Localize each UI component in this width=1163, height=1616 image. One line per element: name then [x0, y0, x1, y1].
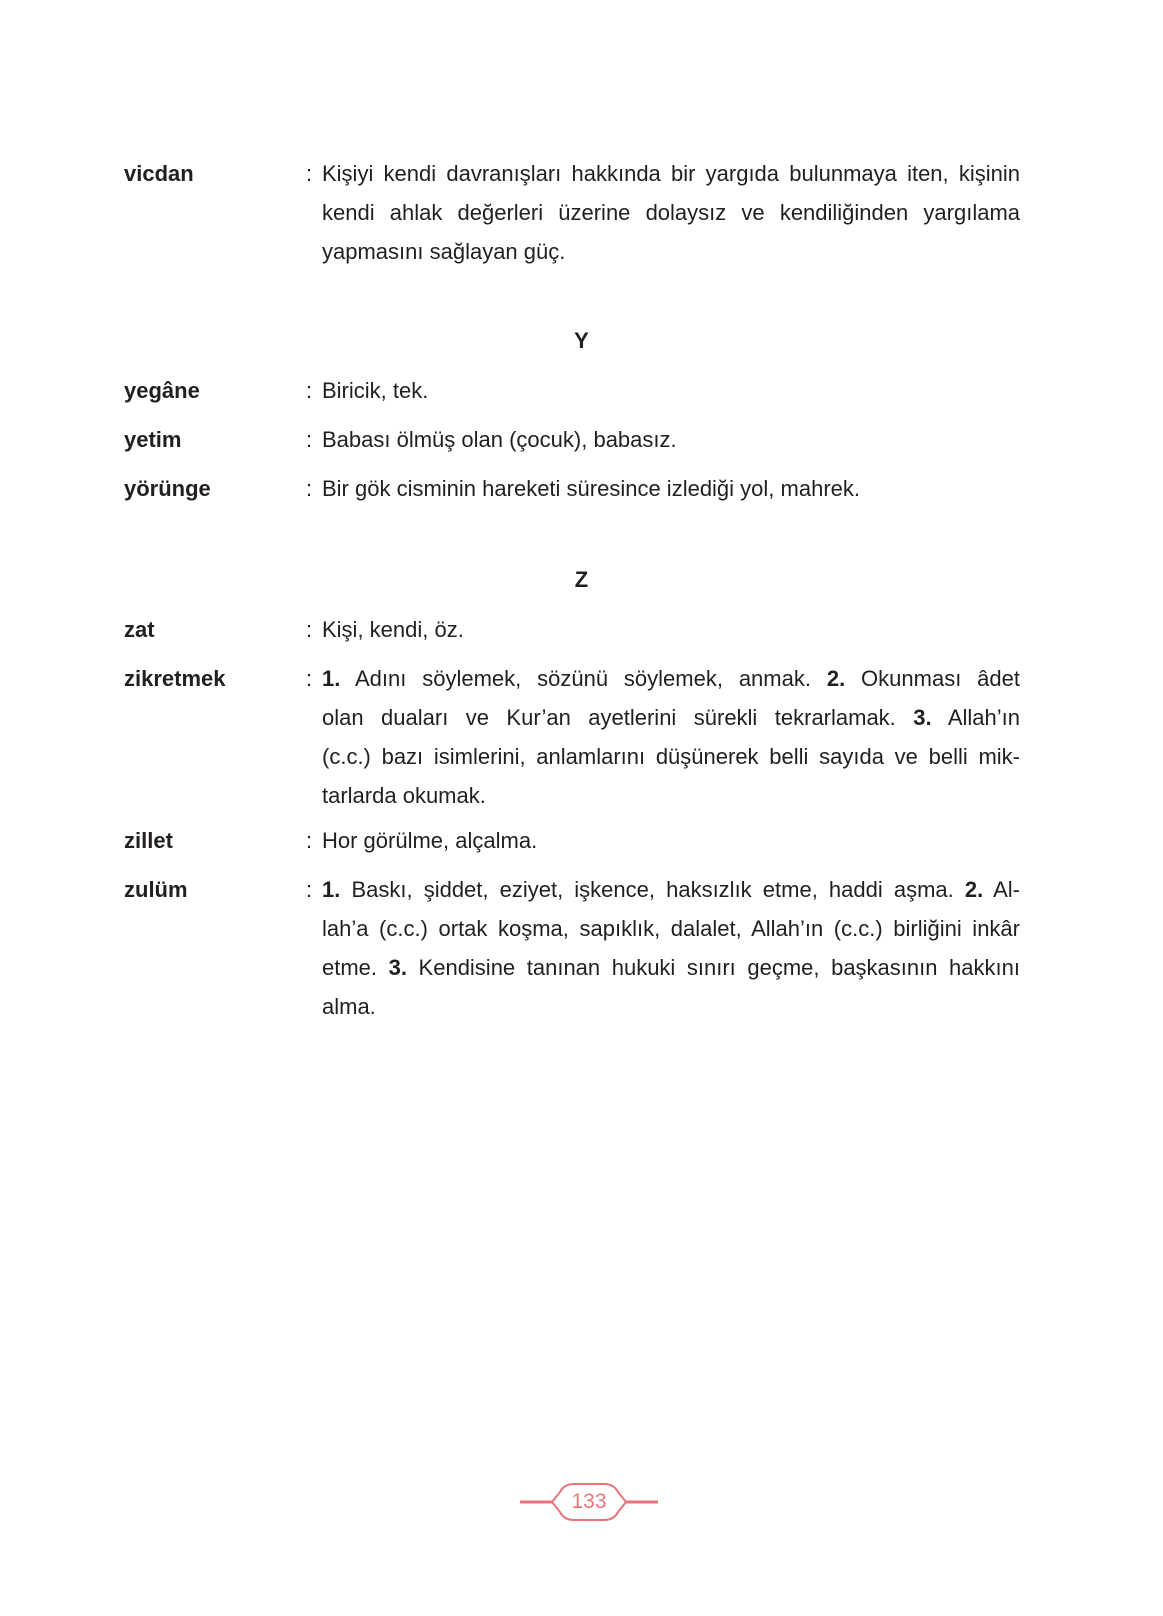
term: zat — [124, 617, 155, 642]
definition-line: Kişi, kendi, öz. — [322, 617, 464, 642]
definition — [322, 659, 1020, 815]
term: yetim — [124, 427, 182, 452]
enumeration-marker: 2. — [964, 877, 984, 902]
definition — [322, 469, 1020, 508]
enumeration-marker: 3. — [913, 705, 932, 730]
definition-line: 1. Adını söylemek, sözünü söylemek, anmak. 2. Okunması âdet — [322, 666, 1020, 691]
definition-line: Biricik, tek. — [322, 378, 429, 403]
definition-line: tarlarda okumak. — [322, 783, 486, 808]
definition-line: 1. Baskı, şiddet, eziyet, işkence, haksızlık etme, haddi aşma. 2. Al- — [322, 877, 1020, 902]
enumeration-marker: 1. — [322, 877, 341, 902]
definition — [322, 821, 1020, 860]
colon: : — [306, 828, 313, 853]
definition-line: (c.c.) bazı isimlerini, anlamlarını düşünerek belli sayıda ve belli mik- — [322, 744, 1020, 769]
definition-line: Hor görülme, alçalma. — [322, 828, 538, 853]
page-number: 133 — [571, 1490, 607, 1513]
definition-line: olan duaları ve Kur’an ayetlerini sürekli tekrarlamak. 3. Allah’ın — [322, 705, 1020, 730]
definition — [322, 610, 1020, 649]
colon: : — [306, 617, 313, 642]
definition-line: Kişiyi kendi davranışları hakkında bir yargıda bulunmaya iten, kişinin — [322, 161, 1020, 186]
term: zulüm — [124, 877, 188, 902]
term: vicdan — [124, 161, 194, 186]
term: yegâne — [124, 378, 200, 403]
colon: : — [306, 877, 313, 902]
enumeration-marker: 3. — [388, 955, 407, 980]
enumeration-marker: 2. — [826, 666, 846, 691]
definition — [322, 154, 1020, 271]
definition-line: alma. — [322, 994, 376, 1019]
definition-line: lah’a (c.c.) ortak koşma, sapıklık, dalalet, Allah’ın (c.c.) birliğini inkâr — [322, 916, 1020, 941]
definition-line: Bir gök cisminin hareketi süresince izlediği yol, mahrek. — [322, 476, 860, 501]
definition — [322, 371, 1020, 410]
definition-line: Babası ölmüş olan (çocuk), babasız. — [322, 427, 677, 452]
colon: : — [306, 427, 313, 452]
definition-line: yapmasını sağlayan güç. — [322, 239, 566, 264]
colon: : — [306, 476, 313, 501]
term: zikretmek — [124, 666, 226, 691]
colon: : — [306, 378, 313, 403]
definition-line: etme. 3. Kendisine tanınan hukuki sınırı geçme, başkasının hakkını — [322, 955, 1020, 980]
section-letter-y: Y — [574, 328, 589, 353]
definition — [322, 420, 1020, 459]
definition-line: kendi ahlak değerleri üzerine dolaysız ve kendiliğinden yargılama — [322, 200, 1020, 225]
colon: : — [306, 161, 313, 186]
term: yörünge — [124, 476, 211, 501]
term: zillet — [124, 828, 173, 853]
definition — [322, 870, 1020, 1026]
colon: : — [306, 666, 313, 691]
page-footer — [520, 1478, 658, 1526]
section-letter-z: Z — [574, 567, 589, 592]
enumeration-marker: 1. — [322, 666, 341, 691]
